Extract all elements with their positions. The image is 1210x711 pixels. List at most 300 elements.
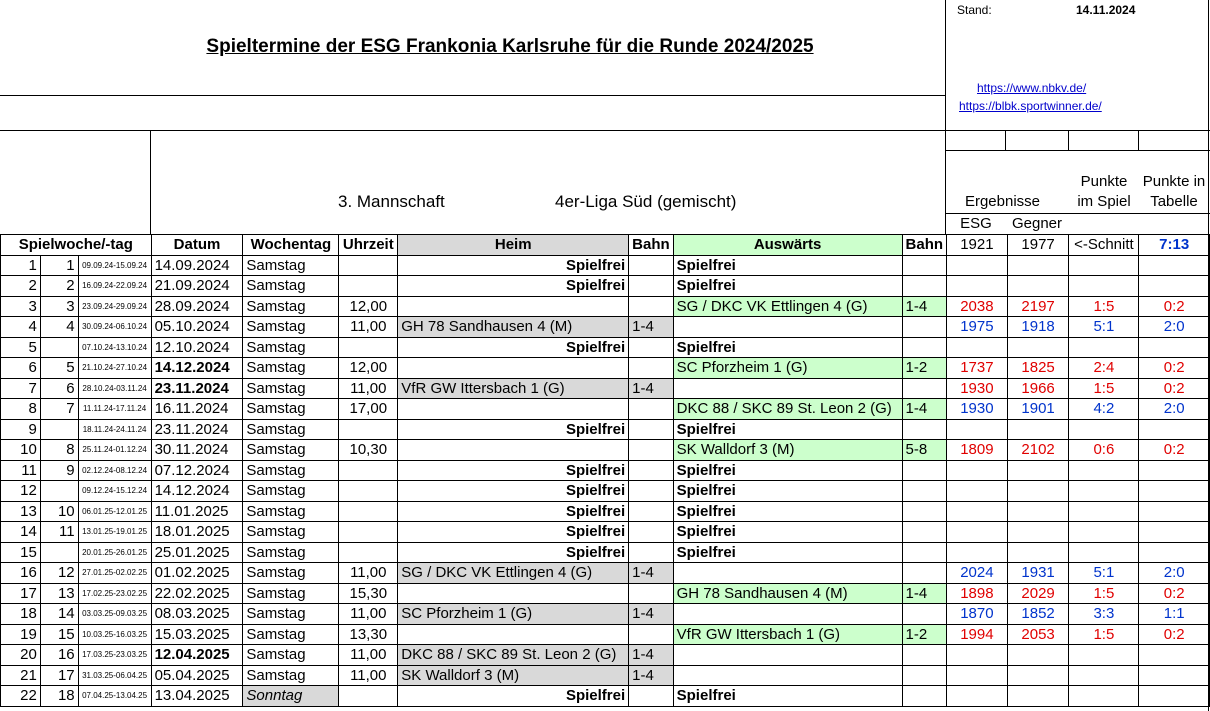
esg-result: 1975 — [947, 317, 1008, 338]
table-row — [1, 419, 1210, 440]
away-lane — [902, 255, 947, 276]
away-team — [673, 665, 902, 686]
match-day: 11 — [40, 522, 78, 543]
row-number: 21 — [1, 665, 41, 686]
game-points — [1069, 665, 1139, 686]
esg-result: 1930 — [947, 378, 1008, 399]
weekday-cell: Samstag — [243, 604, 339, 625]
table-points: 2:0 — [1139, 399, 1210, 420]
home-team: Spielfrei — [398, 501, 629, 522]
time-cell: 15,30 — [339, 583, 398, 604]
date-cell: 14.09.2024 — [151, 255, 243, 276]
match-day: 1 — [40, 255, 78, 276]
date-cell: 14.12.2024 — [151, 358, 243, 379]
match-day: 8 — [40, 440, 78, 461]
opponent-result: 2053 — [1007, 624, 1069, 645]
table-points-total: 7:13 — [1139, 235, 1210, 256]
home-lane — [629, 624, 674, 645]
away-lane — [902, 645, 947, 666]
time-cell — [339, 276, 398, 297]
time-cell — [339, 542, 398, 563]
home-lane: 1-4 — [629, 645, 674, 666]
weekday-cell: Samstag — [243, 440, 339, 461]
week-range: 02.12.24-08.12.24 — [78, 460, 151, 481]
game-points: 3:3 — [1069, 604, 1139, 625]
opponent-result — [1007, 276, 1069, 297]
home-team: GH 78 Sandhausen 4 (M) — [398, 317, 629, 338]
match-day: 17 — [40, 665, 78, 686]
table-row — [1, 645, 1210, 666]
away-team: DKC 88 / SKC 89 St. Leon 2 (G) — [673, 399, 902, 420]
col-home: Heim — [398, 235, 629, 256]
average-label: <-Schnitt — [1069, 235, 1139, 256]
date-cell: 12.04.2025 — [151, 645, 243, 666]
row-number: 20 — [1, 645, 41, 666]
week-range: 21.10.24-27.10.24 — [78, 358, 151, 379]
game-points: 1:5 — [1069, 624, 1139, 645]
opponent-result: 2029 — [1007, 583, 1069, 604]
game-points — [1069, 276, 1139, 297]
table-points: 0:2 — [1139, 358, 1210, 379]
away-lane — [902, 317, 947, 338]
match-day: 18 — [40, 686, 78, 707]
opponent-result: 1931 — [1007, 563, 1069, 584]
away-team: Spielfrei — [673, 337, 902, 358]
esg-result — [947, 481, 1008, 502]
esg-result: 1930 — [947, 399, 1008, 420]
row-number: 10 — [1, 440, 41, 461]
opponent-result — [1007, 460, 1069, 481]
away-team: Spielfrei — [673, 276, 902, 297]
away-team: Spielfrei — [673, 460, 902, 481]
match-day: 13 — [40, 583, 78, 604]
row-number: 7 — [1, 378, 41, 399]
table-row — [1, 563, 1210, 584]
table-points — [1139, 276, 1210, 297]
home-lane — [629, 337, 674, 358]
match-day: 5 — [40, 358, 78, 379]
home-team: Spielfrei — [398, 276, 629, 297]
away-lane — [902, 686, 947, 707]
opponent-result: 2197 — [1007, 296, 1069, 317]
table-points — [1139, 501, 1210, 522]
game-points — [1069, 481, 1139, 502]
game-points — [1069, 337, 1139, 358]
home-lane — [629, 583, 674, 604]
weekday-cell: Samstag — [243, 317, 339, 338]
row-number: 12 — [1, 481, 41, 502]
home-lane: 1-4 — [629, 604, 674, 625]
weekday-cell: Samstag — [243, 624, 339, 645]
opponent-result: 1852 — [1007, 604, 1069, 625]
weekday-cell: Samstag — [243, 522, 339, 543]
time-cell — [339, 460, 398, 481]
col-date: Datum — [151, 235, 243, 256]
game-points — [1069, 522, 1139, 543]
weekday-cell: Samstag — [243, 358, 339, 379]
date-cell: 22.02.2025 — [151, 583, 243, 604]
away-team: SG / DKC VK Ettlingen 4 (G) — [673, 296, 902, 317]
week-range: 09.09.24-15.09.24 — [78, 255, 151, 276]
week-range: 06.01.25-12.01.25 — [78, 501, 151, 522]
esg-result — [947, 501, 1008, 522]
esg-result — [947, 276, 1008, 297]
time-cell: 11,00 — [339, 604, 398, 625]
home-team: SG / DKC VK Ettlingen 4 (G) — [398, 563, 629, 584]
col-weekday: Wochentag — [243, 235, 339, 256]
col-lane-home: Bahn — [629, 235, 674, 256]
row-number: 8 — [1, 399, 41, 420]
week-range: 11.11.24-17.11.24 — [78, 399, 151, 420]
opponent-result — [1007, 501, 1069, 522]
away-lane — [902, 337, 947, 358]
sportwinner-link[interactable]: https://blbk.sportwinner.de/ — [959, 99, 1102, 113]
game-points: 1:5 — [1069, 378, 1139, 399]
esg-result — [947, 645, 1008, 666]
away-lane — [902, 665, 947, 686]
home-lane — [629, 399, 674, 420]
home-team: VfR GW Ittersbach 1 (G) — [398, 378, 629, 399]
week-range: 10.03.25-16.03.25 — [78, 624, 151, 645]
home-team: Spielfrei — [398, 460, 629, 481]
table-points — [1139, 481, 1210, 502]
match-day: 4 — [40, 317, 78, 338]
date-cell: 11.01.2025 — [151, 501, 243, 522]
table-points — [1139, 665, 1210, 686]
home-lane — [629, 440, 674, 461]
table-points: 2:0 — [1139, 317, 1210, 338]
week-range: 03.03.25-09.03.25 — [78, 604, 151, 625]
home-lane — [629, 276, 674, 297]
time-cell: 11,00 — [339, 563, 398, 584]
week-range: 20.01.25-26.01.25 — [78, 542, 151, 563]
time-cell — [339, 255, 398, 276]
away-team: Spielfrei — [673, 419, 902, 440]
game-points — [1069, 419, 1139, 440]
column-header-row — [1, 235, 1210, 256]
points-table-label-2: Tabelle — [1150, 193, 1198, 210]
time-cell: 12,00 — [339, 358, 398, 379]
away-team: Spielfrei — [673, 542, 902, 563]
date-cell: 05.04.2025 — [151, 665, 243, 686]
away-team — [673, 317, 902, 338]
home-team — [398, 440, 629, 461]
game-points — [1069, 255, 1139, 276]
results-label: Ergebnisse — [964, 193, 1041, 210]
home-team — [398, 296, 629, 317]
match-day — [40, 542, 78, 563]
home-team — [398, 399, 629, 420]
opponent-result — [1007, 481, 1069, 502]
time-cell — [339, 419, 398, 440]
away-lane — [902, 419, 947, 440]
date-cell: 13.04.2025 — [151, 686, 243, 707]
away-team: Spielfrei — [673, 255, 902, 276]
away-lane — [902, 522, 947, 543]
esg-result — [947, 337, 1008, 358]
date-cell: 16.11.2024 — [151, 399, 243, 420]
away-lane — [902, 481, 947, 502]
away-lane — [902, 501, 947, 522]
row-number: 3 — [1, 296, 41, 317]
esg-result — [947, 255, 1008, 276]
home-lane: 1-4 — [629, 563, 674, 584]
home-team: DKC 88 / SKC 89 St. Leon 2 (G) — [398, 645, 629, 666]
weekday-cell: Samstag — [243, 481, 339, 502]
date-cell: 25.01.2025 — [151, 542, 243, 563]
time-cell: 11,00 — [339, 317, 398, 338]
date-cell: 07.12.2024 — [151, 460, 243, 481]
away-team: SC Pforzheim 1 (G) — [673, 358, 902, 379]
opponent-result: 1825 — [1007, 358, 1069, 379]
team-name: 3. Mannschaft — [338, 192, 445, 211]
stand-date: 14.11.2024 — [1076, 3, 1136, 17]
week-range: 07.10.24-13.10.24 — [78, 337, 151, 358]
opponent-label: Gegner — [1011, 215, 1063, 232]
game-points: 5:1 — [1069, 317, 1139, 338]
opponent-result: 1901 — [1007, 399, 1069, 420]
esg-result: 1809 — [947, 440, 1008, 461]
away-lane — [902, 563, 947, 584]
away-team: Spielfrei — [673, 481, 902, 502]
row-number: 9 — [1, 419, 41, 440]
table-points — [1139, 460, 1210, 481]
table-points — [1139, 255, 1210, 276]
opponent-result — [1007, 337, 1069, 358]
opponent-result — [1007, 645, 1069, 666]
game-points: 5:1 — [1069, 563, 1139, 584]
away-team — [673, 604, 902, 625]
game-points: 1:5 — [1069, 583, 1139, 604]
col-lane-away: Bahn — [902, 235, 947, 256]
table-row — [1, 460, 1210, 481]
home-team: Spielfrei — [398, 337, 629, 358]
table-row — [1, 624, 1210, 645]
home-lane — [629, 296, 674, 317]
week-range: 30.09.24-06.10.24 — [78, 317, 151, 338]
row-number: 13 — [1, 501, 41, 522]
table-points: 0:2 — [1139, 440, 1210, 461]
week-range: 09.12.24-15.12.24 — [78, 481, 151, 502]
week-range: 23.09.24-29.09.24 — [78, 296, 151, 317]
away-team: SK Walldorf 3 (M) — [673, 440, 902, 461]
esg-label: ESG — [960, 215, 992, 232]
opponent-result — [1007, 255, 1069, 276]
table-row — [1, 501, 1210, 522]
away-team: Spielfrei — [673, 522, 902, 543]
away-team: Spielfrei — [673, 686, 902, 707]
weekday-cell: Samstag — [243, 501, 339, 522]
table-points — [1139, 522, 1210, 543]
match-day — [40, 419, 78, 440]
weekday-cell: Samstag — [243, 276, 339, 297]
home-team: SK Walldorf 3 (M) — [398, 665, 629, 686]
date-cell: 23.11.2024 — [151, 419, 243, 440]
home-lane — [629, 419, 674, 440]
time-cell: 17,00 — [339, 399, 398, 420]
away-team: Spielfrei — [673, 501, 902, 522]
away-lane: 1-4 — [902, 583, 947, 604]
table-row — [1, 378, 1210, 399]
table-row — [1, 481, 1210, 502]
row-number: 17 — [1, 583, 41, 604]
col-week: Spielwoche/-tag — [1, 235, 152, 256]
home-lane — [629, 542, 674, 563]
home-team: Spielfrei — [398, 542, 629, 563]
away-lane: 1-4 — [902, 399, 947, 420]
home-team: Spielfrei — [398, 481, 629, 502]
table-row — [1, 604, 1210, 625]
table-row — [1, 686, 1210, 707]
esg-result: 1870 — [947, 604, 1008, 625]
table-row — [1, 276, 1210, 297]
home-lane — [629, 255, 674, 276]
table-row — [1, 440, 1210, 461]
match-day: 3 — [40, 296, 78, 317]
week-range: 17.03.25-23.03.25 — [78, 645, 151, 666]
match-day: 10 — [40, 501, 78, 522]
nbkv-link[interactable]: https://www.nbkv.de/ — [977, 81, 1087, 95]
row-number: 14 — [1, 522, 41, 543]
away-team: VfR GW Ittersbach 1 (G) — [673, 624, 902, 645]
weekday-cell: Samstag — [243, 399, 339, 420]
date-cell: 01.02.2025 — [151, 563, 243, 584]
col-time: Uhrzeit — [339, 235, 398, 256]
table-row — [1, 337, 1210, 358]
esg-result — [947, 522, 1008, 543]
time-cell — [339, 481, 398, 502]
weekday-cell: Samstag — [243, 378, 339, 399]
esg-result: 2024 — [947, 563, 1008, 584]
weekday-cell: Samstag — [243, 296, 339, 317]
esg-result — [947, 665, 1008, 686]
match-day: 6 — [40, 378, 78, 399]
row-number: 4 — [1, 317, 41, 338]
game-points — [1069, 686, 1139, 707]
row-number: 6 — [1, 358, 41, 379]
table-points — [1139, 645, 1210, 666]
week-range: 27.01.25-02.02.25 — [78, 563, 151, 584]
game-points — [1069, 542, 1139, 563]
date-cell: 05.10.2024 — [151, 317, 243, 338]
esg-result: 1898 — [947, 583, 1008, 604]
esg-average: 1921 — [947, 235, 1008, 256]
game-points: 0:6 — [1069, 440, 1139, 461]
weekday-cell: Samstag — [243, 563, 339, 584]
home-team: SC Pforzheim 1 (G) — [398, 604, 629, 625]
match-day: 9 — [40, 460, 78, 481]
home-team: Spielfrei — [398, 255, 629, 276]
match-day — [40, 481, 78, 502]
row-number: 18 — [1, 604, 41, 625]
match-day: 12 — [40, 563, 78, 584]
game-points — [1069, 501, 1139, 522]
weekday-cell: Samstag — [243, 542, 339, 563]
opponent-result — [1007, 686, 1069, 707]
date-cell: 15.03.2025 — [151, 624, 243, 645]
table-points — [1139, 337, 1210, 358]
home-lane: 1-4 — [629, 665, 674, 686]
schedule-table — [0, 234, 1210, 707]
time-cell: 11,00 — [339, 645, 398, 666]
home-team: Spielfrei — [398, 419, 629, 440]
weekday-cell: Samstag — [243, 460, 339, 481]
week-range: 16.09.24-22.09.24 — [78, 276, 151, 297]
home-lane: 1-4 — [629, 317, 674, 338]
game-points — [1069, 460, 1139, 481]
opponent-result: 2102 — [1007, 440, 1069, 461]
points-game-label-2: im Spiel — [1077, 193, 1131, 210]
table-points: 0:2 — [1139, 583, 1210, 604]
home-lane — [629, 522, 674, 543]
col-away: Auswärts — [673, 235, 902, 256]
esg-result — [947, 542, 1008, 563]
table-points: 1:1 — [1139, 604, 1210, 625]
week-range: 18.11.24-24.11.24 — [78, 419, 151, 440]
week-range: 07.04.25-13.04.25 — [78, 686, 151, 707]
esg-result — [947, 460, 1008, 481]
away-lane: 5-8 — [902, 440, 947, 461]
game-points: 1:5 — [1069, 296, 1139, 317]
away-lane — [902, 378, 947, 399]
opponent-result — [1007, 665, 1069, 686]
date-cell: 21.09.2024 — [151, 276, 243, 297]
week-range: 25.11.24-01.12.24 — [78, 440, 151, 461]
row-number: 19 — [1, 624, 41, 645]
match-day: 15 — [40, 624, 78, 645]
table-row — [1, 358, 1210, 379]
table-points: 0:2 — [1139, 624, 1210, 645]
esg-result: 1737 — [947, 358, 1008, 379]
opponent-result — [1007, 419, 1069, 440]
game-points: 2:4 — [1069, 358, 1139, 379]
time-cell: 13,30 — [339, 624, 398, 645]
row-number: 22 — [1, 686, 41, 707]
opponent-result — [1007, 522, 1069, 543]
table-row — [1, 296, 1210, 317]
away-lane — [902, 276, 947, 297]
game-points: 4:2 — [1069, 399, 1139, 420]
table-row — [1, 317, 1210, 338]
time-cell — [339, 337, 398, 358]
home-lane — [629, 358, 674, 379]
weekday-cell: Samstag — [243, 645, 339, 666]
table-row — [1, 399, 1210, 420]
time-cell: 10,30 — [339, 440, 398, 461]
esg-result — [947, 686, 1008, 707]
away-team: GH 78 Sandhausen 4 (M) — [673, 583, 902, 604]
date-cell: 12.10.2024 — [151, 337, 243, 358]
row-number: 2 — [1, 276, 41, 297]
opponent-result — [1007, 542, 1069, 563]
weekday-cell: Samstag — [243, 583, 339, 604]
row-number: 16 — [1, 563, 41, 584]
table-points — [1139, 542, 1210, 563]
time-cell — [339, 501, 398, 522]
row-number: 11 — [1, 460, 41, 481]
date-cell: 14.12.2024 — [151, 481, 243, 502]
weekday-cell: Samstag — [243, 665, 339, 686]
away-team — [673, 645, 902, 666]
table-row — [1, 255, 1210, 276]
away-team — [673, 563, 902, 584]
game-points — [1069, 645, 1139, 666]
stand-label: Stand: — [957, 3, 992, 17]
esg-result: 1994 — [947, 624, 1008, 645]
away-lane: 1-2 — [902, 624, 947, 645]
weekday-cell: Samstag — [243, 337, 339, 358]
home-lane — [629, 460, 674, 481]
